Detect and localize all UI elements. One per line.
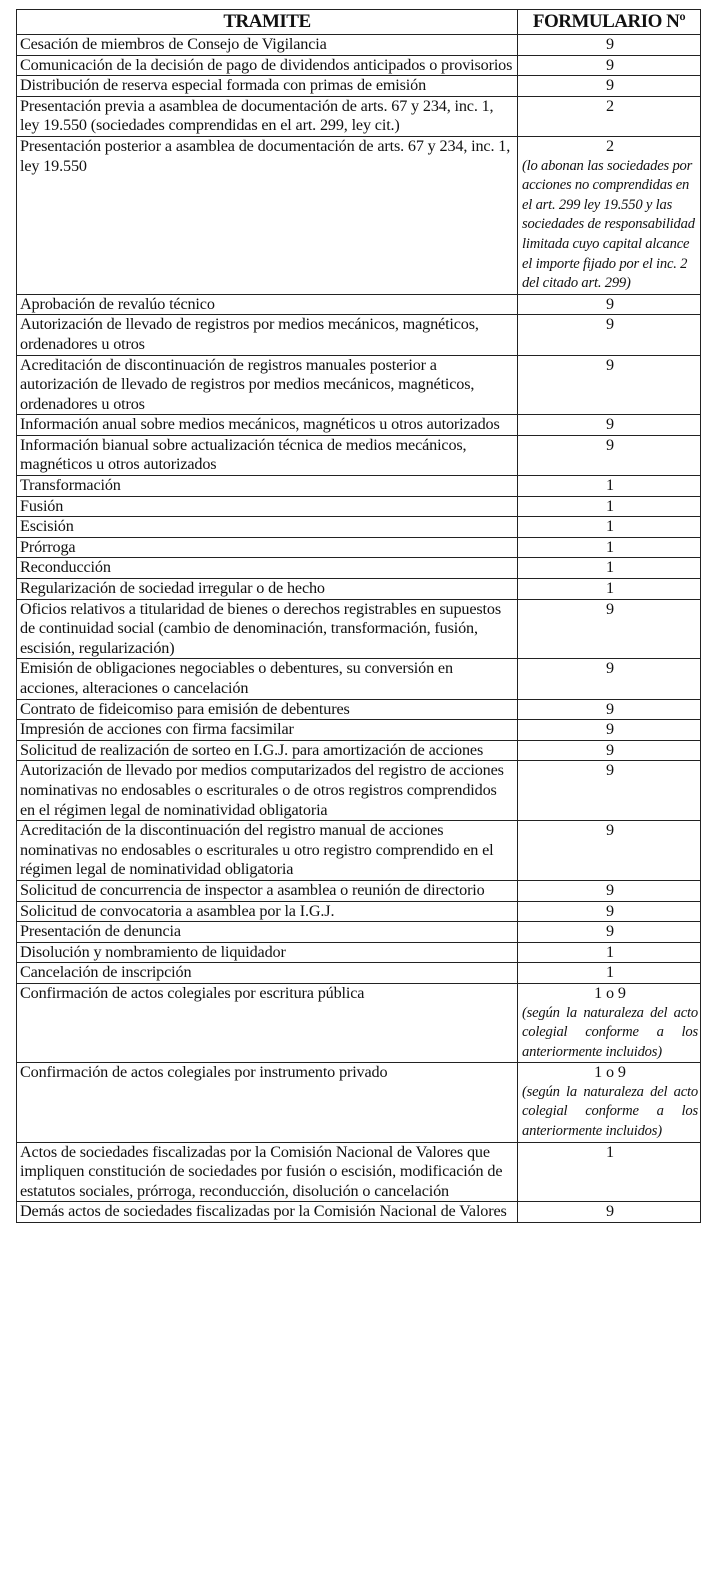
- table-row: [17, 1142, 701, 1202]
- tramite-cell: Emisión de obligaciones negociables o debentures, su conversión en acciones, alteraciones o cancelación: [17, 659, 518, 699]
- table-row: [17, 435, 701, 475]
- table-row: [17, 699, 701, 720]
- formulario-number: 9: [606, 76, 614, 95]
- tramites-table: [16, 9, 701, 1223]
- formulario-number: 1: [606, 537, 614, 556]
- header-row: [17, 10, 701, 35]
- table-row: [17, 821, 701, 881]
- table-row: [17, 96, 701, 136]
- formulario-number: 1: [606, 579, 614, 598]
- tramite-cell: Presentación de denuncia: [17, 922, 518, 943]
- table-row: [17, 355, 701, 415]
- tramite-cell: Acreditación de la discontinuación del registro manual de acciones nominativas no endosables o escriturales u otro registro comprendido en el régimen legal de nominatividad obligatoria: [17, 821, 518, 881]
- formulario-cell: [518, 537, 701, 558]
- tramite-cell: Presentación posterior a asamblea de documentación de arts. 67 y 234, inc. 1, ley 19.550: [17, 136, 518, 294]
- formulario-cell: [518, 558, 701, 579]
- formulario-cell: [518, 435, 701, 475]
- header-formulario: FORMULARIO Nº: [518, 10, 701, 35]
- table-row: [17, 558, 701, 579]
- tramite-cell: Demás actos de sociedades fiscalizadas por la Comisión Nacional de Valores: [17, 1202, 518, 1223]
- tramite-cell: Solicitud de concurrencia de inspector a asamblea o reunión de directorio: [17, 880, 518, 901]
- table-row: [17, 76, 701, 97]
- formulario-cell: [518, 579, 701, 600]
- formulario-cell: [518, 983, 701, 1062]
- formulario-cell: [518, 76, 701, 97]
- table-row: [17, 579, 701, 600]
- tramite-cell: Reconducción: [17, 558, 518, 579]
- table-row: [17, 922, 701, 943]
- formulario-cell: [518, 1202, 701, 1223]
- formulario-cell: [518, 880, 701, 901]
- table-row: [17, 517, 701, 538]
- tramite-cell: Prórroga: [17, 537, 518, 558]
- table-row: [17, 1202, 701, 1223]
- formulario-number: 1: [606, 476, 614, 495]
- formulario-number: 9: [606, 659, 614, 678]
- formulario-number: 1: [606, 517, 614, 536]
- formulario-cell: [518, 415, 701, 436]
- tramite-cell: Contrato de fideicomiso para emisión de debentures: [17, 699, 518, 720]
- formulario-number: 9: [606, 415, 614, 434]
- table-row: [17, 963, 701, 984]
- formulario-cell: [518, 315, 701, 355]
- formulario-number: 9: [606, 435, 614, 454]
- formulario-cell: [518, 1063, 701, 1142]
- table-row: [17, 294, 701, 315]
- table-row: [17, 537, 701, 558]
- table-row: [17, 496, 701, 517]
- tramite-cell: Información bianual sobre actualización técnica de medios mecánicos, magnéticos u otros autorizados: [17, 435, 518, 475]
- formulario-number: 1: [606, 496, 614, 515]
- formulario-note: (según la naturaleza del acto colegial conforme a los anteriormente incluidos): [522, 1004, 698, 1060]
- formulario-number: 9: [606, 599, 614, 618]
- formulario-number: 1 o 9: [594, 983, 626, 1002]
- tramite-cell: Autorización de llevado de registros por medios mecánicos, magnéticos, ordenadores u otros: [17, 315, 518, 355]
- tramite-cell: Regularización de sociedad irregular o de hecho: [17, 579, 518, 600]
- formulario-cell: [518, 476, 701, 497]
- table-row: [17, 599, 701, 659]
- tramite-cell: Actos de sociedades fiscalizadas por la Comisión Nacional de Valores que impliquen constitución de sociedades por fusión o escisión, modificación de estatutos sociales, prórroga, reconducción, disolución o cancelación: [17, 1142, 518, 1202]
- formulario-number: 1: [606, 963, 614, 982]
- tramite-cell: Solicitud de convocatoria a asamblea por la I.G.J.: [17, 901, 518, 922]
- formulario-number: 9: [606, 761, 614, 780]
- table-row: [17, 476, 701, 497]
- formulario-number: 1 o 9: [594, 1063, 626, 1082]
- table-row: [17, 740, 701, 761]
- tramite-cell: Oficios relativos a titularidad de bienes o derechos registrables en supuestos de continuidad social (cambio de denominación, transformación, fusión, escisión, regularización): [17, 599, 518, 659]
- tramite-cell: Confirmación de actos colegiales por instrumento privado: [17, 1063, 518, 1142]
- tramite-cell: Autorización de llevado por medios computarizados del registro de acciones nominativas no endosables o escriturales o de otros registros comprendidos en el régimen legal de nominatividad obligatoria: [17, 761, 518, 821]
- formulario-number: 1: [606, 1142, 614, 1161]
- formulario-cell: [518, 659, 701, 699]
- header-tramite: TRAMITE: [17, 10, 518, 35]
- formulario-note: (según la naturaleza del acto colegial conforme a los anteriormente incluidos): [522, 1083, 698, 1140]
- formulario-cell: [518, 136, 701, 294]
- formulario-note: (lo abonan las sociedades por acciones no comprendidas en el art. 299 ley 19.550 y las sociedades de responsabilidad limitada cuyo capital alcance el importe fijado por el inc. 2 del citado art. 299): [522, 157, 695, 292]
- formulario-number: 9: [606, 355, 614, 374]
- formulario-cell: [518, 96, 701, 136]
- formulario-number: 9: [606, 901, 614, 920]
- formulario-number: 9: [606, 880, 614, 899]
- table-row: [17, 415, 701, 436]
- formulario-cell: [518, 35, 701, 56]
- tramite-cell: Cancelación de inscripción: [17, 963, 518, 984]
- table-row: [17, 659, 701, 699]
- tramite-cell: Transformación: [17, 476, 518, 497]
- tramite-cell: Cesación de miembros de Consejo de Vigilancia: [17, 35, 518, 56]
- formulario-number: 9: [606, 922, 614, 941]
- table-row: [17, 880, 701, 901]
- tramite-cell: Distribución de reserva especial formada con primas de emisión: [17, 76, 518, 97]
- formulario-cell: [518, 599, 701, 659]
- formulario-number: 9: [606, 294, 614, 313]
- table-row: [17, 1063, 701, 1142]
- formulario-number: 1: [606, 942, 614, 961]
- formulario-cell: [518, 720, 701, 741]
- tramite-cell: Impresión de acciones con firma facsimilar: [17, 720, 518, 741]
- formulario-cell: [518, 821, 701, 881]
- formulario-number: 9: [606, 315, 614, 334]
- table-row: [17, 35, 701, 56]
- table-row: [17, 315, 701, 355]
- formulario-number: 9: [606, 821, 614, 840]
- formulario-number: 9: [606, 35, 614, 53]
- formulario-cell: [518, 496, 701, 517]
- tramite-cell: Información anual sobre medios mecánicos, magnéticos u otros autorizados: [17, 415, 518, 436]
- formulario-cell: [518, 1142, 701, 1202]
- tramite-cell: Confirmación de actos colegiales por escritura pública: [17, 983, 518, 1062]
- tramite-cell: Disolución y nombramiento de liquidador: [17, 942, 518, 963]
- formulario-cell: [518, 901, 701, 922]
- tramite-cell: Escisión: [17, 517, 518, 538]
- formulario-cell: [518, 355, 701, 415]
- tramite-cell: Presentación previa a asamblea de documentación de arts. 67 y 234, inc. 1, ley 19.550 (sociedades comprendidas en el art. 299, ley cit.): [17, 96, 518, 136]
- formulario-cell: [518, 517, 701, 538]
- formulario-cell: [518, 942, 701, 963]
- table-row: [17, 720, 701, 741]
- table-row: [17, 761, 701, 821]
- formulario-cell: [518, 740, 701, 761]
- table-row: [17, 942, 701, 963]
- table-body: [17, 35, 701, 1223]
- formulario-number: 2: [606, 96, 614, 115]
- formulario-cell: [518, 922, 701, 943]
- tramite-cell: Aprobación de revalúo técnico: [17, 294, 518, 315]
- formulario-number: 9: [606, 55, 614, 74]
- formulario-cell: [518, 963, 701, 984]
- formulario-number: 9: [606, 720, 614, 739]
- table-row: [17, 55, 701, 76]
- formulario-number: 9: [606, 1202, 614, 1221]
- tramite-cell: Solicitud de realización de sorteo en I.G.J. para amortización de acciones: [17, 740, 518, 761]
- formulario-number: 9: [606, 699, 614, 718]
- formulario-number: 9: [606, 740, 614, 759]
- tramite-cell: Acreditación de discontinuación de registros manuales posterior a autorización de llevado de registros por medios mecánicos, magnéticos, ordenadores u otros: [17, 355, 518, 415]
- formulario-cell: [518, 294, 701, 315]
- tramite-cell: Fusión: [17, 496, 518, 517]
- table-row: [17, 983, 701, 1062]
- table-row: [17, 901, 701, 922]
- formulario-number: 2: [606, 136, 614, 155]
- formulario-cell: [518, 699, 701, 720]
- tramite-cell: Comunicación de la decisión de pago de dividendos anticipados o provisorios: [17, 55, 518, 76]
- formulario-cell: [518, 761, 701, 821]
- formulario-number: 1: [606, 558, 614, 577]
- table-row: [17, 136, 701, 294]
- formulario-cell: [518, 55, 701, 76]
